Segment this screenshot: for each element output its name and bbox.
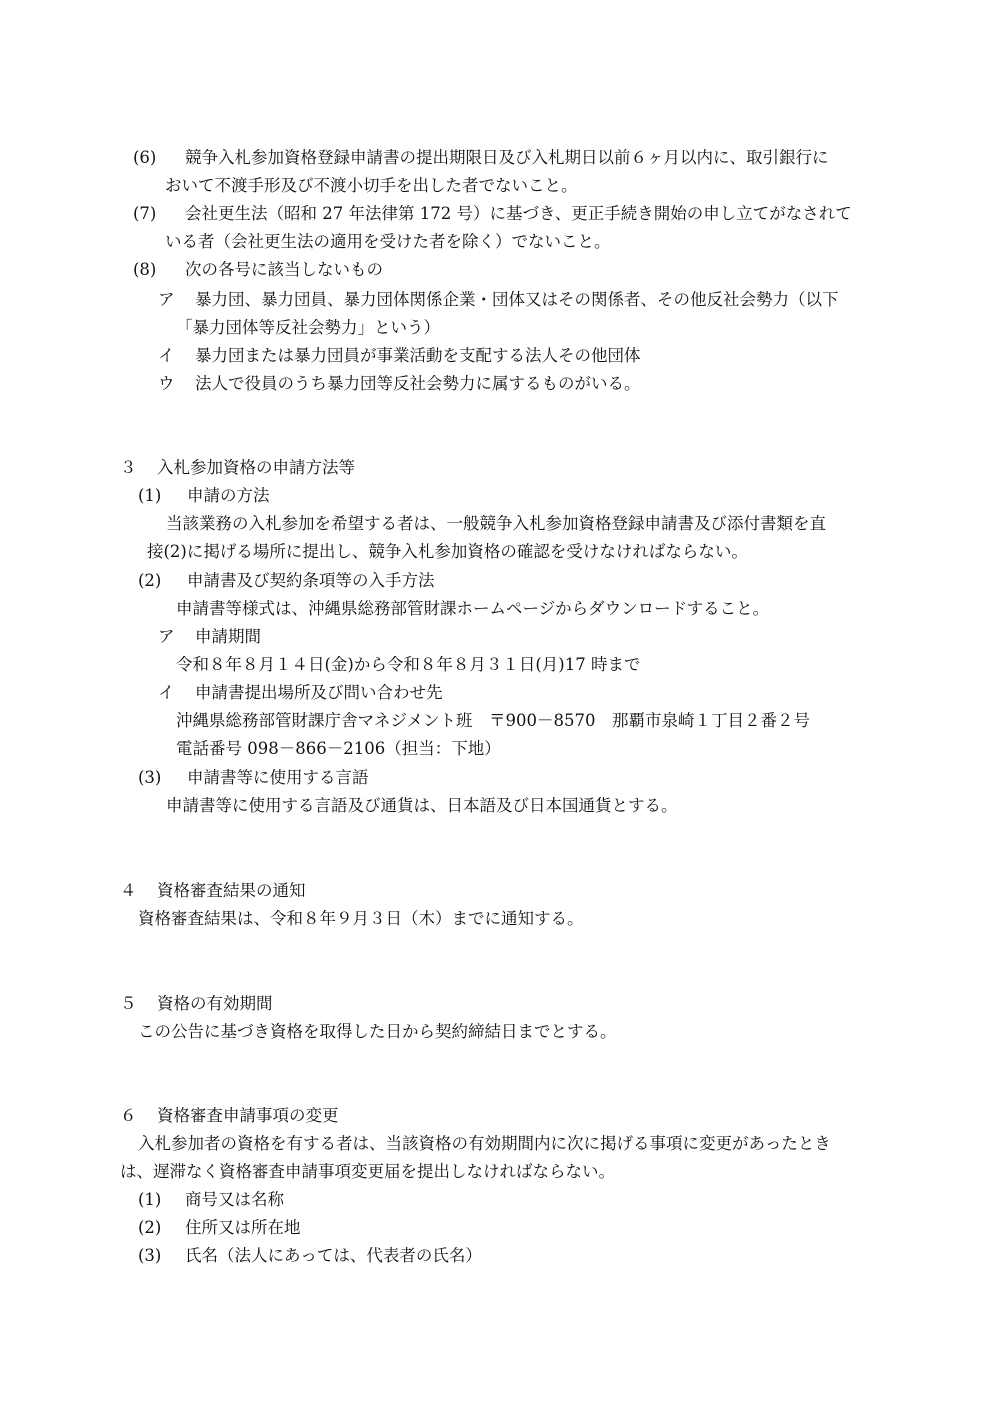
item-number: (3) bbox=[138, 768, 162, 787]
item-text: 会社更生法（昭和 27 年法律第 172 号）に基づき、更正手続き開始の申し立てがなされて bbox=[185, 204, 852, 223]
item-title: 申請書及び契約条項等の入手方法 bbox=[187, 571, 435, 590]
section-number: ３ bbox=[120, 458, 137, 477]
paragraph-text: 入札参加者の資格を有する者は、当該資格の有効期間内に次に掲げる事項に変更があったとき bbox=[138, 1134, 831, 1153]
subitem-text: 暴力団または暴力団員が事業活動を支配する法人その他団体 bbox=[195, 346, 641, 365]
section-title: 資格の有効期間 bbox=[157, 994, 273, 1013]
subitem-mark: イ bbox=[158, 346, 175, 365]
paragraph-text: 接(2)に掲げる場所に提出し、競争入札参加資格の確認を受けなければならない。 bbox=[147, 542, 748, 561]
subitem-text: 法人で役員のうち暴力団等反社会勢力に属するものがいる。 bbox=[195, 374, 641, 393]
paragraph-text: 資格審査結果は、令和８年９月３日（木）までに通知する。 bbox=[138, 909, 584, 928]
item-number: (2) bbox=[138, 571, 162, 590]
item-number: (7) bbox=[133, 204, 157, 223]
item-text: 競争入札参加資格登録申請書の提出期限日及び入札期日以前６ヶ月以内に、取引銀行に bbox=[185, 148, 829, 167]
item-text: 商号又は名称 bbox=[185, 1190, 284, 1209]
section-title: 資格審査結果の通知 bbox=[157, 881, 306, 900]
item-number: (1) bbox=[138, 486, 162, 505]
paragraph-text: 申請書等様式は、沖縄県総務部管財課ホームページからダウンロードすること。 bbox=[176, 599, 770, 618]
subitem-mark: イ bbox=[158, 683, 175, 702]
paragraph-text: 申請書等に使用する言語及び通貨は、日本語及び日本国通貨とする。 bbox=[166, 796, 678, 815]
section-title: 資格審査申請事項の変更 bbox=[157, 1106, 339, 1125]
item-title: 申請の方法 bbox=[187, 486, 270, 505]
subitem-text: 暴力団、暴力団員、暴力団体関係企業・団体又はその関係者、その他反社会勢力（以下 bbox=[195, 290, 839, 309]
subitem-text: 沖縄県総務部管財課庁舎マネジメント班 〒900－8570 那覇市泉崎１丁目２番２号 bbox=[176, 711, 810, 730]
section-title: 入札参加資格の申請方法等 bbox=[157, 458, 355, 477]
item-number: (1) bbox=[138, 1190, 162, 1209]
subitem-title: 申請期間 bbox=[195, 627, 261, 646]
item-text: いる者（会社更生法の適用を受けた者を除く）でないこと。 bbox=[165, 232, 611, 251]
item-text: 氏名（法人にあっては、代表者の氏名） bbox=[185, 1246, 482, 1265]
paragraph-text: 当該業務の入札参加を希望する者は、一般競争入札参加資格登録申請書及び添付書類を直 bbox=[166, 514, 826, 533]
item-text: 住所又は所在地 bbox=[185, 1218, 301, 1237]
subitem-text: 「暴力団体等反社会勢力」という） bbox=[176, 318, 440, 337]
item-text: 次の各号に該当しないもの bbox=[185, 260, 383, 279]
section-number: ４ bbox=[120, 881, 137, 900]
subitem-text: 電話番号 098－866－2106（担当：下地） bbox=[176, 739, 501, 758]
subitem-mark: ア bbox=[158, 627, 175, 646]
item-text: おいて不渡手形及び不渡小切手を出した者でないこと。 bbox=[165, 176, 578, 195]
subitem-title: 申請書提出場所及び問い合わせ先 bbox=[195, 683, 443, 702]
item-number: (3) bbox=[138, 1246, 162, 1265]
section-number: ５ bbox=[120, 994, 137, 1013]
item-title: 申請書等に使用する言語 bbox=[187, 768, 369, 787]
item-number: (6) bbox=[133, 148, 157, 167]
section-number: ６ bbox=[120, 1106, 137, 1125]
paragraph-text: は、遅滞なく資格審査申請事項変更届を提出しなければならない。 bbox=[120, 1162, 615, 1181]
paragraph-text: この公告に基づき資格を取得した日から契約締結日までとする。 bbox=[138, 1022, 617, 1041]
subitem-mark: ウ bbox=[158, 374, 175, 393]
item-number: (8) bbox=[133, 260, 157, 279]
subitem-mark: ア bbox=[158, 290, 175, 309]
subitem-text: 令和８年８月１４日(金)から令和８年８月３１日(月)17 時まで bbox=[176, 655, 641, 674]
item-number: (2) bbox=[138, 1218, 162, 1237]
